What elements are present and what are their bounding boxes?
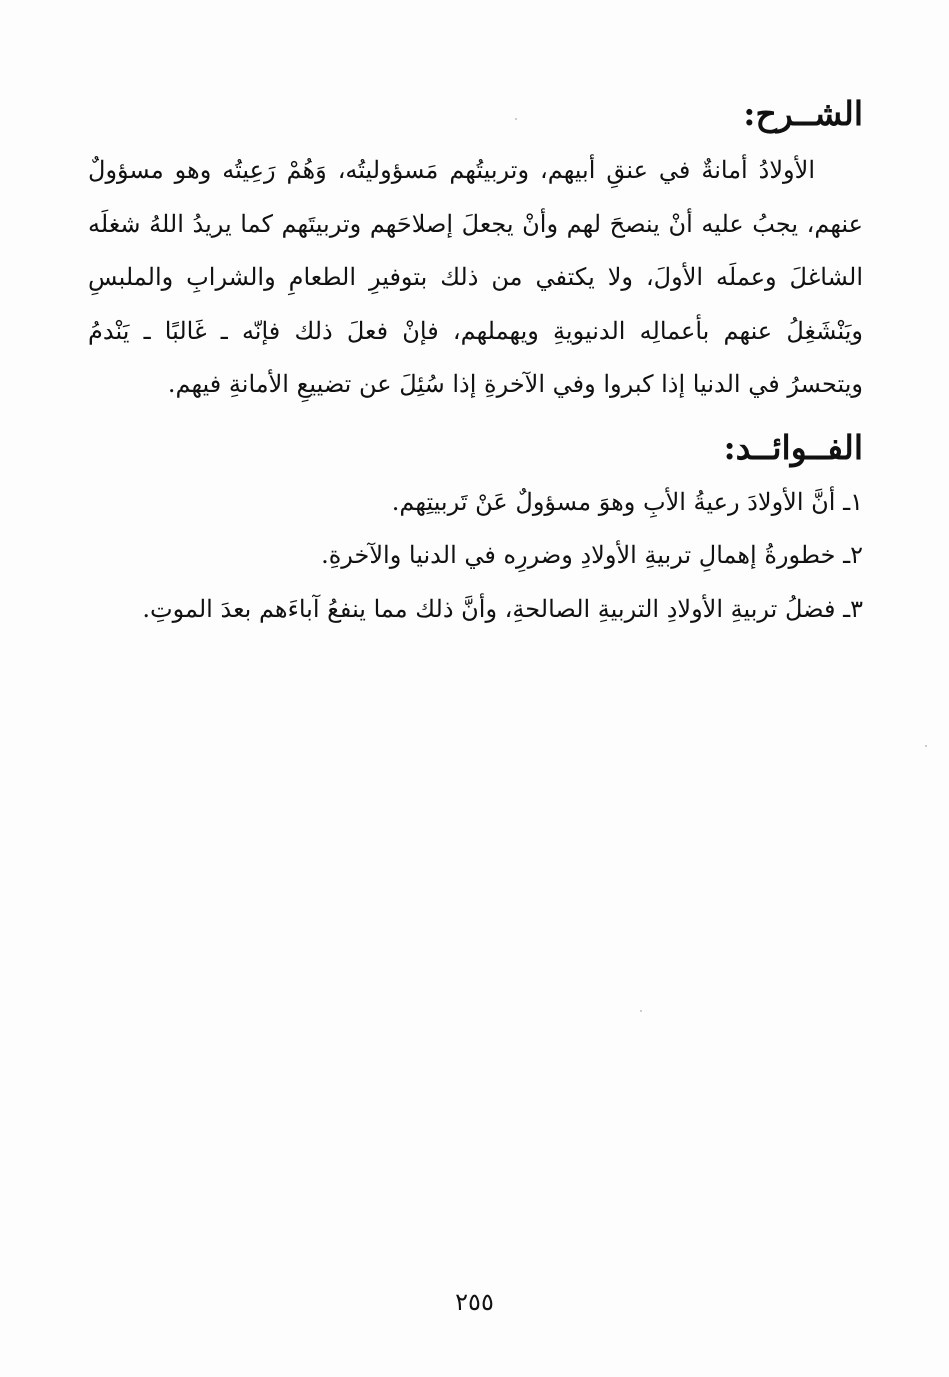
benefits-heading: الفــوائــد: — [723, 427, 863, 467]
benefit-item: ٣ـ فضلُ تربيةِ الأولادِ التربيةِ الصالحةِ، وأنَّ ذلك مما ينفعُ آباءَهم بعدَ الموتِ. — [142, 594, 863, 623]
benefit-item: ١ـ أنَّ الأولادَ رعيةُ الأبِ وهوَ مسؤولٌ عَنْ تَربيتِهم. — [391, 487, 863, 516]
page-number: ٢٥٥ — [455, 1288, 494, 1316]
scan-speck — [515, 118, 517, 120]
scan-speck — [925, 745, 927, 747]
benefits-list — [88, 476, 863, 637]
explanation-heading: الشــرح: — [743, 94, 863, 133]
benefit-item: ٢ـ خطورةُ إهمالِ تربيةِ الأولادِ وضررِه في الدنيا والآخرةِ. — [321, 541, 863, 569]
scan-speck — [640, 1010, 642, 1012]
explanation-paragraph: الأولادُ أمانةٌ في عنقِ أبيهم، وتربيتُهم مَسؤوليتُه، وَهُمْ رَعِيتُه وهو مسؤولٌ عنهم، يجبُ عليه أنْ ينصحَ لهم وأنْ يجعلَ إصلاحَهم وتربيتَهم كما يريدُ اللهُ شغلَه الشاغلَ وعملَه الأولَ، ولا يكتفي من ذلك بتوفيرِ الطعامِ والشرابِ والملبسِ ويَنْشَغِلُ عنهم بأعمالِه الدنيويةِ ويهملهم، فإنْ فعلَ ذلك فإنّه ـ غَالبًا ـ يَنْدمُ ويتحسرُ في الدنيا إذا كبروا وفي الآخرةِ إذا سُئِلَ عن تضييعِ الأمانةِ فيهم. — [88, 156, 863, 398]
page-content — [88, 92, 863, 636]
